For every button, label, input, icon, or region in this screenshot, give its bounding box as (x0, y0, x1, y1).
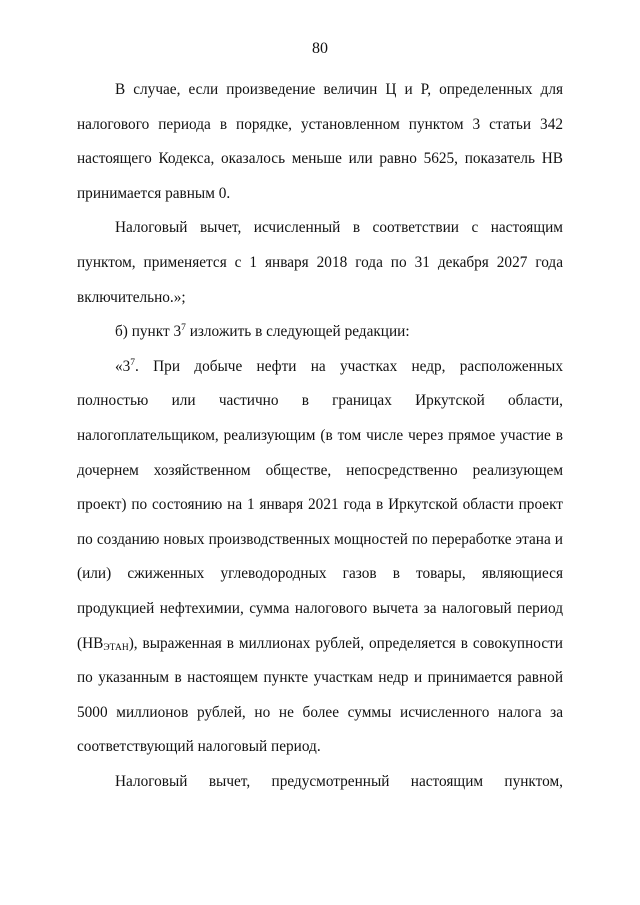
item-text-tail: ), выраженная в миллионах рублей, определяется в совокупности по указанным в настоящем пункте участкам недр и принимается равной 5000 миллионов рублей, но не более суммы исчисленного налога за соответствующий налоговый период. (77, 634, 563, 756)
page-number: 80 (312, 40, 328, 57)
item-superscript-7: 7 (130, 357, 136, 368)
subscript-etan: ЭТАН (103, 642, 129, 653)
document-body (77, 73, 563, 799)
item-number: «3 (115, 357, 131, 375)
paragraph-item-3-7 (77, 350, 563, 765)
superscript-7: 7 (181, 323, 186, 334)
paragraph-zero-condition: В случае, если произведение величин Ц и Р, определенных для налогового периода в порядке, установленном пунктом 3 статьи 342 настоящего Кодекса, оказалось меньше или равно 5625, показатель НВ принимается равным 0. (77, 81, 563, 202)
paragraph-amendment-intro (77, 315, 563, 350)
amendment-intro-tail: изложить в следующей редакции: (185, 323, 410, 341)
paragraph-deduction-continued: Налоговый вычет, предусмотренный настоящим пунктом, (115, 772, 563, 790)
paragraph-deduction-period: Налоговый вычет, исчисленный в соответствии с настоящим пунктом, применяется с 1 января 2018 года по 31 декабря 2027 года включительно.»; (77, 219, 563, 306)
amendment-intro-text: б) пункт 3 (115, 323, 182, 341)
item-text: . При добыче нефти на участках недр, расположенных полностью или частично в границах Иркутской области, налогоплательщиком, реализующим (в том числе через прямое участие в дочернем хозяйственном обществе, непосредственно реализующем проект) по состоянию на 1 января 2021 года в Иркутской области проект по созданию новых производственных мощностей по переработке этана и (или) сжиженных углеводородных газов в товары, являющиеся продукцией нефтехимии, сумма налогового вычета за налоговый период (НВ (77, 357, 563, 652)
